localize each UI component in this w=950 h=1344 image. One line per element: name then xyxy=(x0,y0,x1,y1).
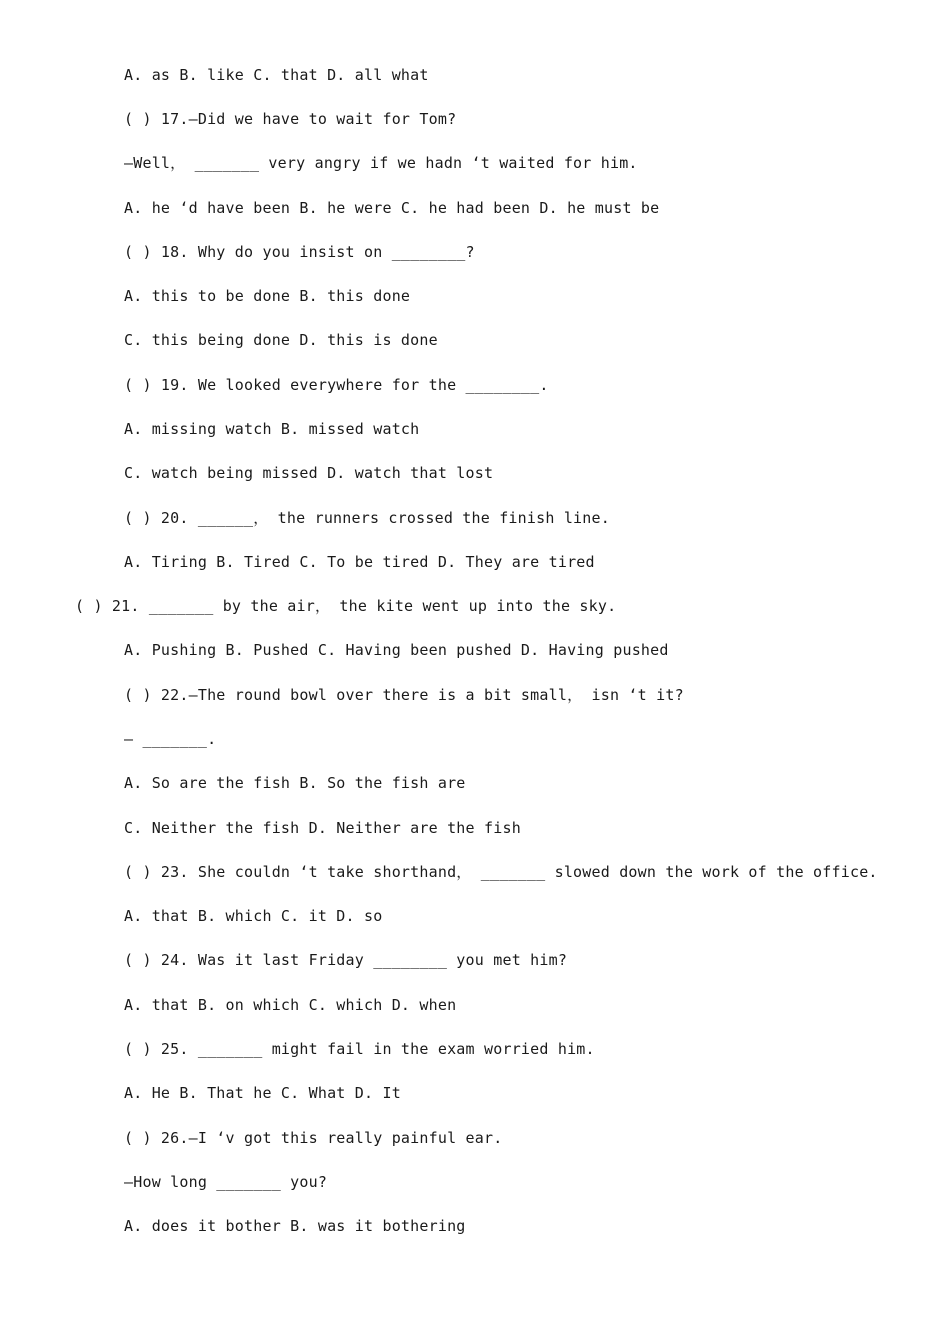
options-q19-ab: A. missing watch B. missed watch xyxy=(124,420,420,438)
options-q20: A. Tiring B. Tired C. To be tired D. They are tired xyxy=(124,553,595,571)
options-q26-ab: A. does it bother B. was it bothering xyxy=(124,1217,466,1235)
question-20: ( ) 20. ______， the runners crossed the finish line. xyxy=(124,509,610,527)
question-17-reply: —Well， _______ very angry if we hadn ‘t waited for him. xyxy=(124,154,638,172)
options-q19-cd: C. watch being missed D. watch that lost xyxy=(124,464,494,482)
options-q23: A. that B. which C. it D. so xyxy=(124,907,383,925)
options-q22-cd: C. Neither the fish D. Neither are the fish xyxy=(124,819,521,837)
question-26: ( ) 26.—I ‘v got this really painful ear. xyxy=(124,1129,503,1147)
question-26-reply: —How long _______ you? xyxy=(124,1173,328,1191)
question-23: ( ) 23. She couldn ‘t take shorthand， _______ slowed down the work of the office. xyxy=(124,863,878,881)
question-21: ( ) 21. _______ by the air， the kite went up into the sky. xyxy=(75,597,617,615)
options-q17: A. he ‘d have been B. he were C. he had been D. he must be xyxy=(124,199,660,217)
question-22: ( ) 22.—The round bowl over there is a bit small， isn ‘t it? xyxy=(124,686,684,704)
question-18: ( ) 18. Why do you insist on ________? xyxy=(124,243,475,261)
question-22-reply: — _______. xyxy=(124,730,217,748)
question-24: ( ) 24. Was it last Friday ________ you met him? xyxy=(124,951,568,969)
question-25: ( ) 25. _______ might fail in the exam worried him. xyxy=(124,1040,595,1058)
options-q18-cd: C. this being done D. this is done xyxy=(124,331,438,349)
options-q25: A. He B. That he C. What D. It xyxy=(124,1084,401,1102)
options-q16: A. as B. like C. that D. all what xyxy=(124,66,429,84)
options-q22-ab: A. So are the fish B. So the fish are xyxy=(124,774,466,792)
options-q24: A. that B. on which C. which D. when xyxy=(124,996,457,1014)
question-19: ( ) 19. We looked everywhere for the ________. xyxy=(124,376,549,394)
options-q18-ab: A. this to be done B. this done xyxy=(124,287,411,305)
question-17: ( ) 17.—Did we have to wait for Tom? xyxy=(124,110,457,128)
options-q21: A. Pushing B. Pushed C. Having been pushed D. Having pushed xyxy=(124,641,669,659)
